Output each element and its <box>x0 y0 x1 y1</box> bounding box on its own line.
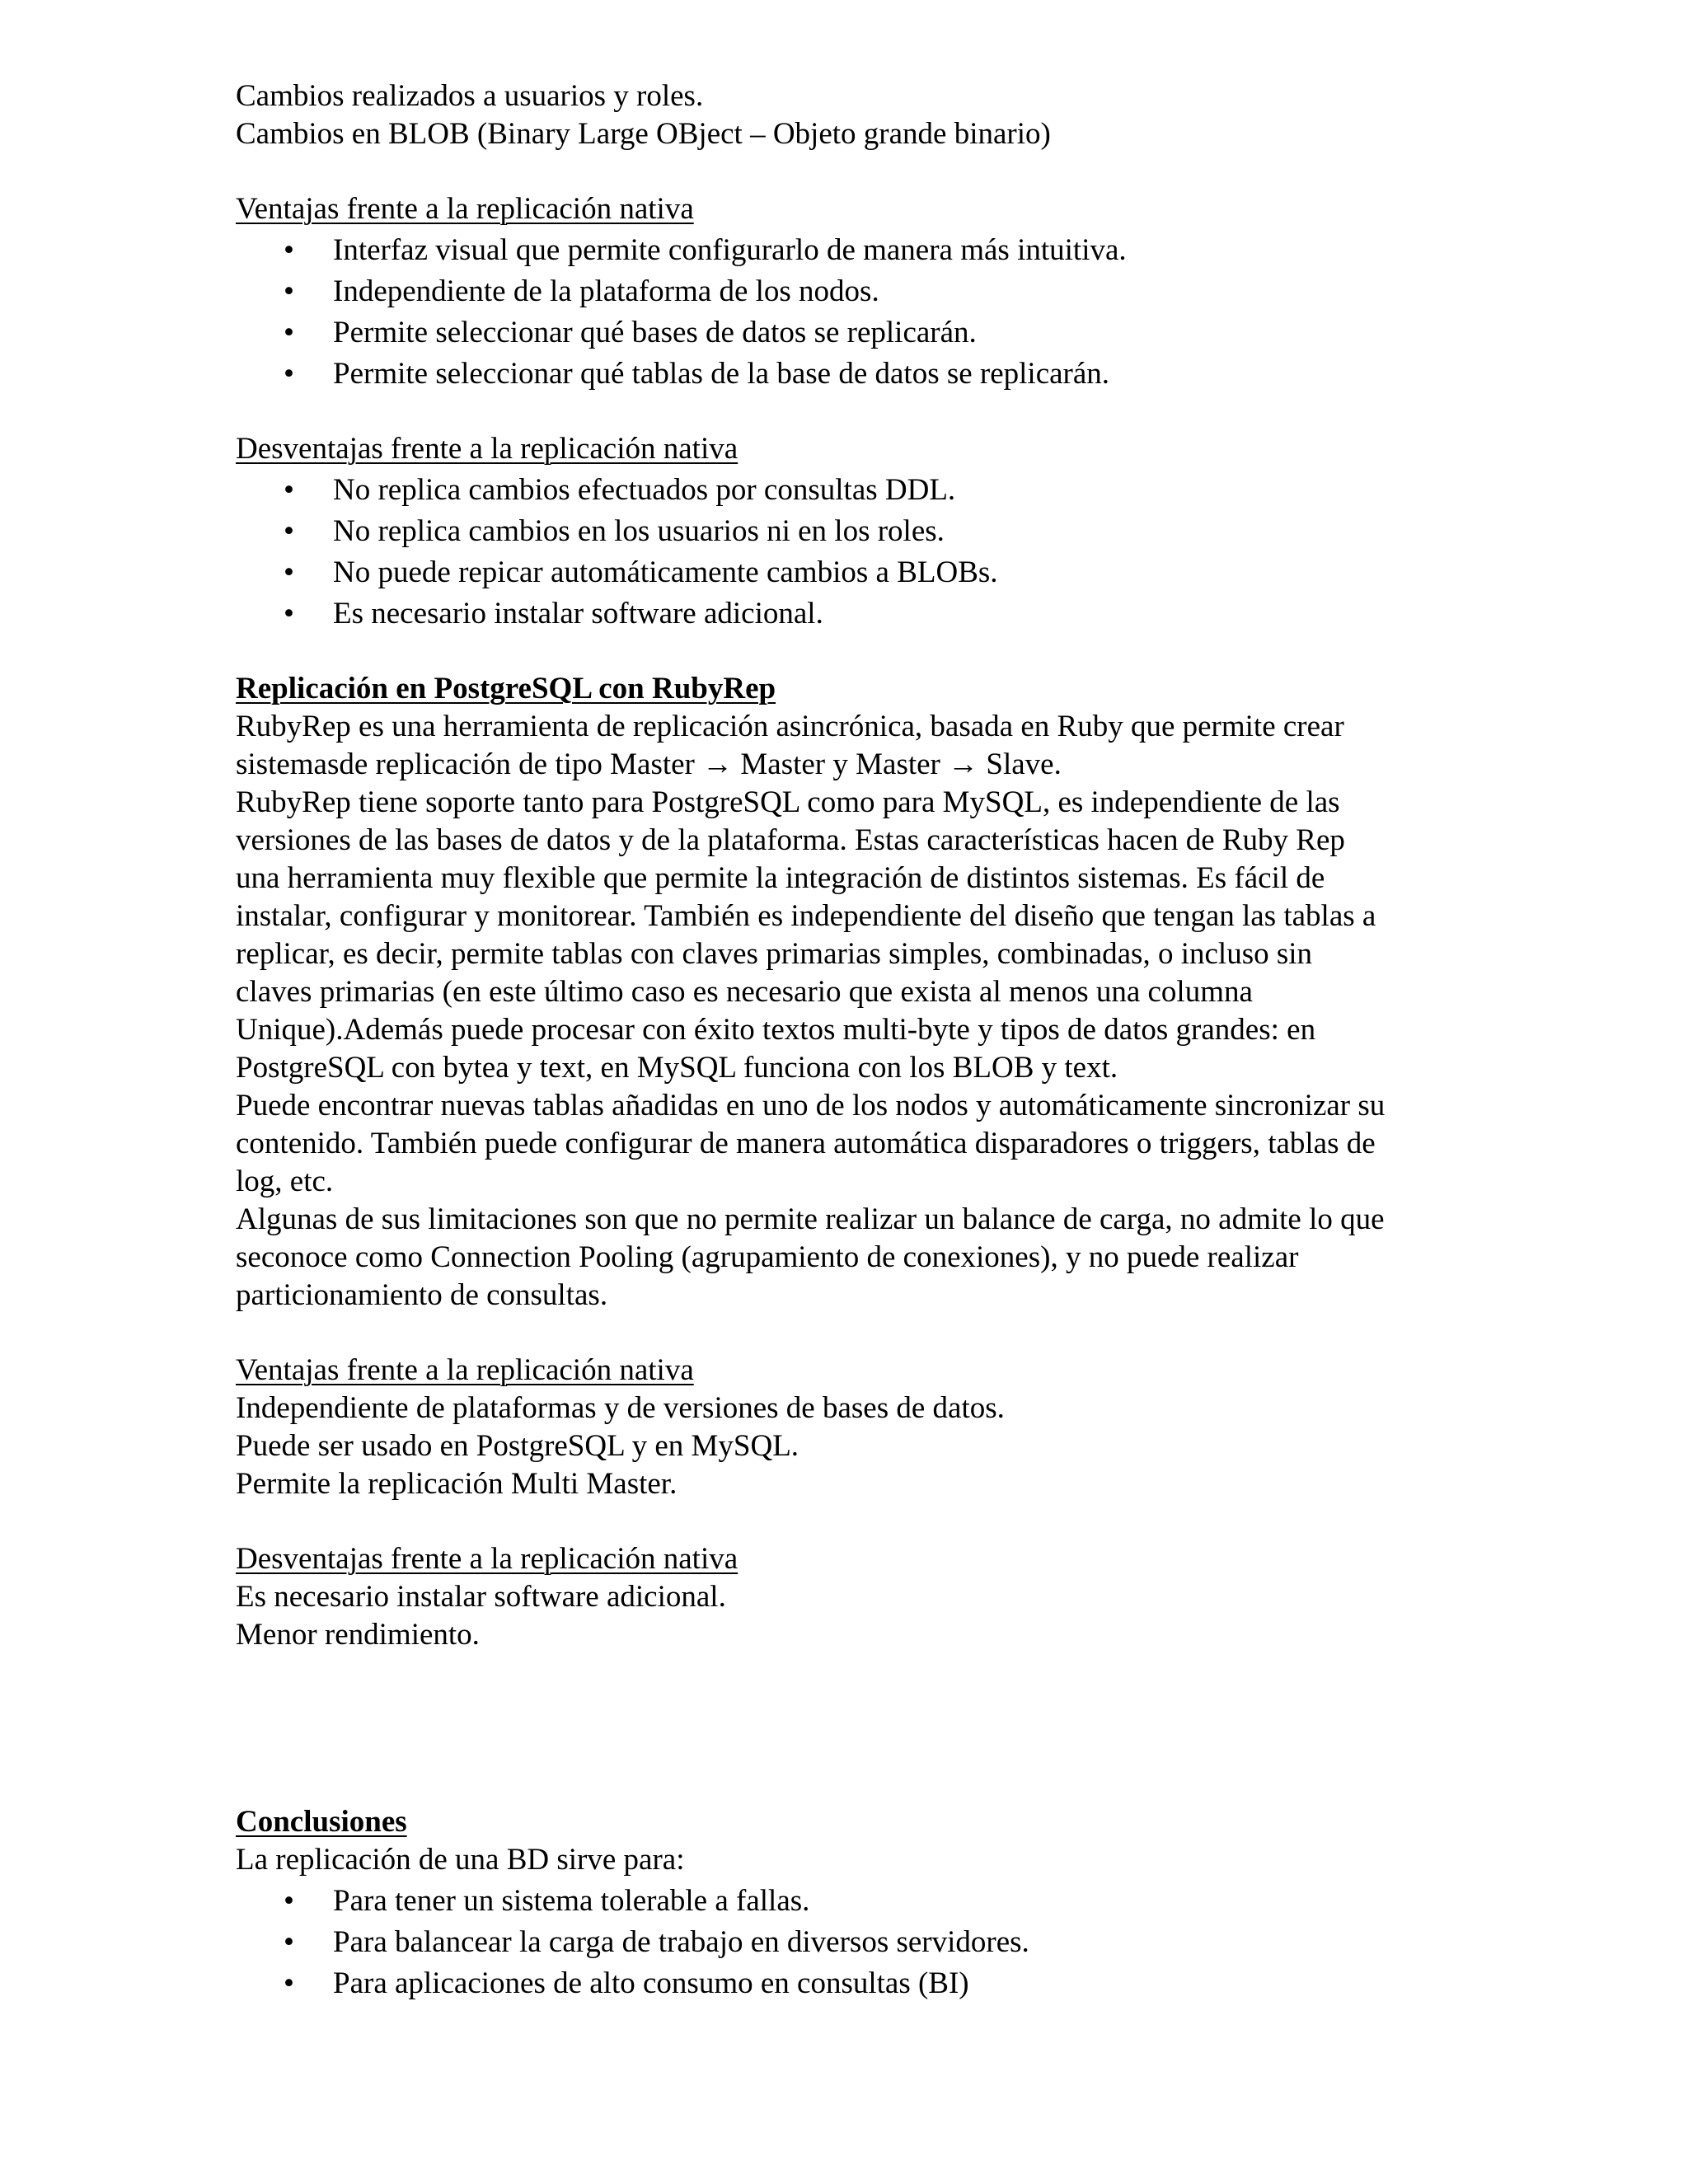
advantages-heading: Ventajas frente a la replicación nativa <box>236 1353 694 1387</box>
paragraph-line: RubyRep tiene soporte tanto para PostgreSQL como para MySQL, es independiente de las <box>236 785 1340 819</box>
paragraph-line: Permite la replicación Multi Master. <box>236 1467 678 1501</box>
list-item: Para tener un sistema tolerable a fallas. <box>333 1884 810 1918</box>
paragraph-line: versiones de las bases de datos y de la plataforma. Estas características hacen de Ruby Rep <box>236 823 1345 857</box>
paragraph-line: sistemasde replicación de tipo Master → Master y Master → Slave. <box>236 748 1062 781</box>
paragraph-line: particionamiento de consultas. <box>236 1278 608 1312</box>
bullet: • <box>284 1966 294 2000</box>
bullet: • <box>284 514 294 548</box>
paragraph-line: una herramienta muy flexible que permite la integración de distintos sistemas. Es fácil de <box>236 861 1325 895</box>
list-item: No puede repicar automáticamente cambios a BLOBs. <box>333 555 998 589</box>
paragraph-line: Puede encontrar nuevas tablas añadidas en uno de los nodos y automáticamente sincronizar su <box>236 1089 1386 1122</box>
bullet: • <box>284 233 294 267</box>
paragraph-line: contenido. También puede configurar de manera automática disparadores o triggers, tablas de <box>236 1127 1376 1160</box>
bullet: • <box>284 555 294 589</box>
list-item: Interfaz visual que permite configurarlo de manera más intuitiva. <box>333 233 1127 267</box>
intro-line: Cambios en BLOB (Binary Large OBject – Objeto grande binario) <box>236 117 1051 151</box>
paragraph-line: RubyRep es una herramienta de replicación asincrónica, basada en Ruby que permite crear <box>236 710 1344 743</box>
paragraph-line: PostgreSQL con bytea y text, en MySQL funciona con los BLOB y text. <box>236 1051 1118 1085</box>
section-title: Replicación en PostgreSQL con RubyRep <box>236 672 776 705</box>
paragraph-line: Independiente de plataformas y de versiones de bases de datos. <box>236 1391 1005 1425</box>
paragraph-line: seconoce como Connection Pooling (agrupamiento de conexiones), y no puede realizar <box>236 1240 1299 1274</box>
paragraph-line: Es necesario instalar software adicional. <box>236 1580 726 1614</box>
paragraph-line: replicar, es decir, permite tablas con claves primarias simples, combinadas, o incluso sin <box>236 937 1313 971</box>
list-item: No replica cambios efectuados por consultas DDL. <box>333 473 956 507</box>
bullet: • <box>284 316 294 349</box>
paragraph-line: instalar, configurar y monitorear. También es independiente del diseño que tengan las tablas a <box>236 899 1376 933</box>
paragraph-line: log, etc. <box>236 1165 334 1198</box>
bullet: • <box>284 357 294 391</box>
list-item: Permite seleccionar qué bases de datos se replicarán. <box>333 316 977 349</box>
disadvantages-heading: Desventajas frente a la replicación nativa <box>236 1542 738 1576</box>
intro-line: Cambios realizados a usuarios y roles. <box>236 79 704 113</box>
bullet: • <box>284 1884 294 1918</box>
list-item: Es necesario instalar software adicional. <box>333 597 823 630</box>
paragraph-line: La replicación de una BD sirve para: <box>236 1843 685 1877</box>
section-title: Conclusiones <box>236 1805 407 1839</box>
paragraph-line: Unique).Además puede procesar con éxito textos multi-byte y tipos de datos grandes: en <box>236 1013 1316 1047</box>
list-item: Para aplicaciones de alto consumo en consultas (BI) <box>333 1966 969 2000</box>
list-item: Independiente de la plataforma de los nodos. <box>333 274 879 308</box>
paragraph-line: Puede ser usado en PostgreSQL y en MySQL. <box>236 1429 799 1463</box>
paragraph-line: Algunas de sus limitaciones son que no permite realizar un balance de carga, no admite lo que <box>236 1202 1385 1236</box>
bullet: • <box>284 597 294 630</box>
advantages-heading: Ventajas frente a la replicación nativa <box>236 192 694 226</box>
bullet: • <box>284 1925 294 1959</box>
paragraph-line: claves primarias (en este último caso es necesario que exista al menos una columna <box>236 975 1253 1009</box>
bullet: • <box>284 473 294 507</box>
list-item: No replica cambios en los usuarios ni en los roles. <box>333 514 945 548</box>
bullet: • <box>284 274 294 308</box>
disadvantages-heading: Desventajas frente a la replicación nativa <box>236 432 738 466</box>
list-item: Permite seleccionar qué tablas de la base de datos se replicarán. <box>333 357 1110 391</box>
list-item: Para balancear la carga de trabajo en diversos servidores. <box>333 1925 1029 1959</box>
paragraph-line: Menor rendimiento. <box>236 1618 480 1652</box>
